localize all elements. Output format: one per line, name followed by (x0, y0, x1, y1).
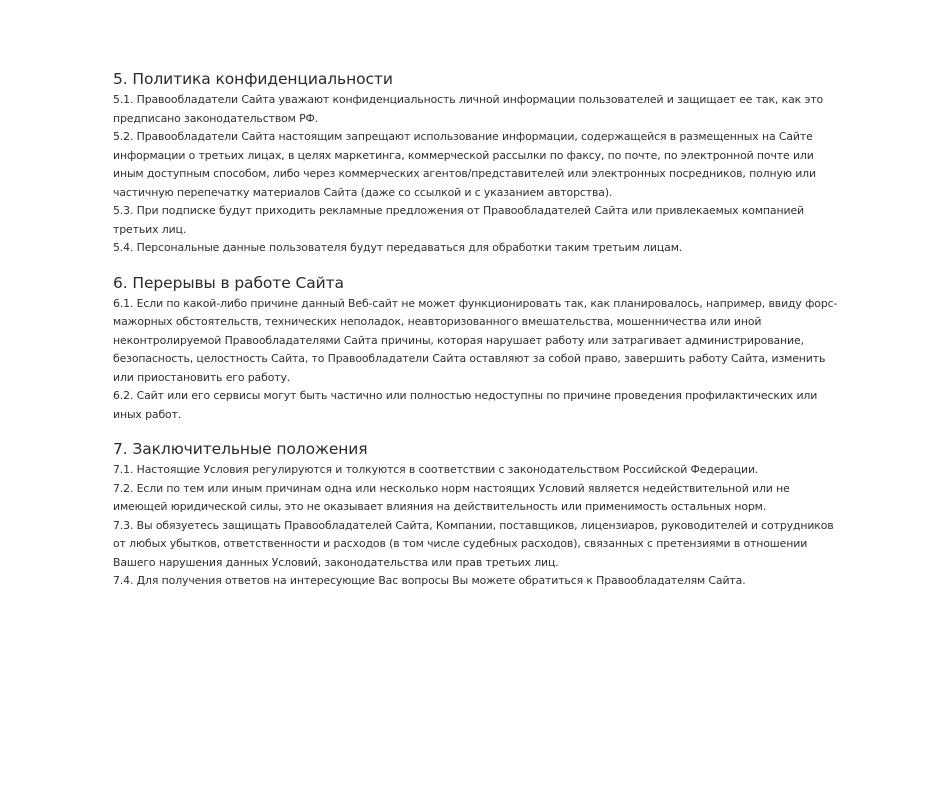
terms-document (113, 68, 843, 605)
section-title: 5. Политика конфиденциальности (113, 70, 393, 88)
section-title: 6. Перерывы в работе Сайта (113, 273, 344, 292)
paragraph-5-1: 5.1. Правообладатели Сайта уважают конфиденциальность личной информации пользователей и защищает ее так, как это предписано законодательством РФ. (113, 93, 824, 125)
section-title: 7. Заключительные положения (113, 440, 368, 458)
paragraph-7-2: 7.2. Если по тем или иным причинам одна или несколько норм настоящих Условий является недействительной или не имеющей юридической силы, это не оказывает влияния на действительность или применимость остальных норм. (113, 481, 790, 513)
paragraph-5-2: 5.2. Правообладатели Сайта настоящим запрещают использование информации, содержащейся в размещенных на Сайте информации о третьих лицах, в целях маркетинга, коммерческой рассылки по факсу, по почте, по электронной почте или иным доступным способом, либо через коммерческих агентов/представителей или электронных посредников, полную или частичную перепечатку материалов Сайта (даже со ссылкой и с указанием авторства). (113, 130, 816, 199)
paragraph-7-3: 7.3. Вы обязуетесь защищать Правообладателей Сайта, Компании, поставщиков, лицензиаров, руководителей и сотрудников от любых убытков, ответственности и расходов (в том числе судебных расходов), связанных с претензиями в отношении Вашего нарушения данных Условий, законодательства или прав третьих лиц. (113, 518, 834, 569)
paragraph-7-4: 7.4. Для получения ответов на интересующие Вас вопросы Вы можете обратиться к Правообладателям Сайта. (113, 574, 746, 587)
section-final-provisions (113, 438, 843, 591)
paragraph-6-2: 6.2. Сайт или его сервисы могут быть частично или полностью недоступны по причине проведения профилактических или иных работ. (113, 389, 818, 421)
paragraph-5-4: 5.4. Персональные данные пользователя будут передаваться для обработки таким третьим лицам. (113, 241, 683, 254)
section-site-interruptions (113, 272, 843, 425)
paragraph-6-1: 6.1. Если по какой-либо причине данный Веб-сайт не может функционировать так, как планировалось, например, ввиду форс-мажорных обстоятельств, технических неполадок, неавторизованного вмешательства, мошенничества или иной неконтролируемой Правообладателями Сайта причины, которая нарушает работу или затрагивает администрирование, безопасность, целостность Сайта, то Правообладатели Сайта оставляют за собой право, завершить работу Сайта, изменить или приостановить его работу. (113, 296, 838, 384)
paragraph-7-1: 7.1. Настоящие Условия регулируются и толкуются в соответствии с законодательством Российской Федерации. (113, 463, 759, 476)
section-privacy-policy (113, 68, 843, 258)
paragraph-5-3: 5.3. При подписке будут приходить рекламные предложения от Правообладателей Сайта или привлекаемых компанией третьих лиц. (113, 204, 804, 236)
